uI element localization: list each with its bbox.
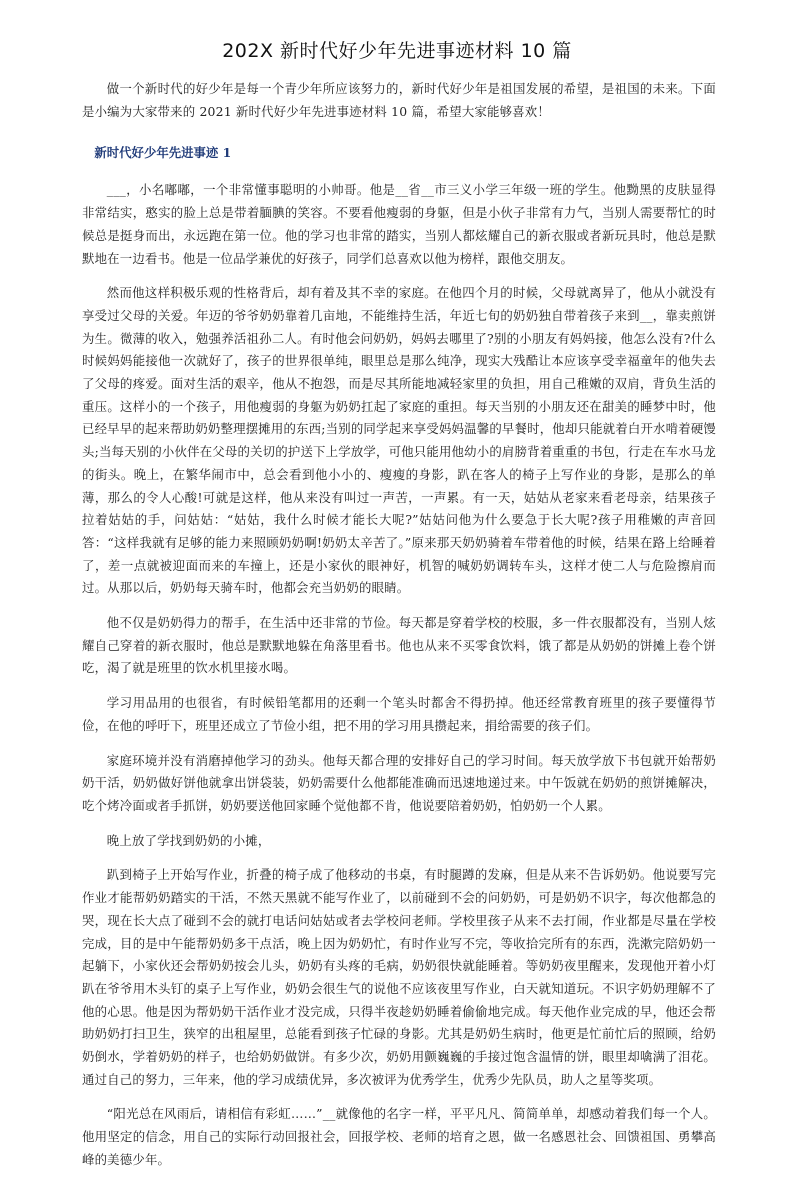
body-paragraph: 趴到椅子上开始写作业，折叠的椅子成了他移动的书桌，有时腿蹲的发麻，但是从来不告诉奶奶。他说要写完作业才能帮奶奶踏实的干活，不然天黑就不能写作业了，以前碰到不会的问奶奶，可是奶奶不识字，每次他都急的哭，现在长大点了碰到不会的就打电话问姑姑或者去学校问老师。学校里孩子从来不去打闹，作业都是尽量在学校完成，目的是中午能帮奶奶多干点活，晚上因为奶奶忙，有时作业写不完，等收拾完所有的东西，洗漱完陪奶奶一起躺下，小家伙还会帮奶奶按会儿头，奶奶有头疼的毛病，奶奶很快就能睡着。等奶奶夜里醒来，发现他开着小灯趴在爷爷用木头钉的桌子上写作业，奶奶会很生气的说他不应该夜里写作业，白天就知道玩。不识字奶奶理解不了他的心思。他是因为帮奶奶干活作业才没完成，只得半夜趁奶奶睡着偷偷地完成。每天他作业完成的早，他还会帮助奶奶打扫卫生，狭窄的出租屋里，总能看到孩子忙碌的身影。尤其是奶奶生病时，他更是忙前忙后的照顾，给奶奶倒水，学着奶奶的样子，也给奶奶做饼。有多少次，奶奶用颤巍巍的手接过饱含温情的饼，眼里却噙满了泪花。通过自己的努力，三年来，他的学习成绩优异，多次被评为优秀学生，优秀少先队员，助人之星等奖项。 [82,867,716,1087]
document-body [82,78,716,1184]
intro-paragraph: 做一个新时代的好少年是每一个青少年所应该努力的，新时代好少年是祖国发展的希望，是祖国的未来。下面是小编为大家带来的 2021 新时代好少年先进事迹材料 10 篇，希望大家能够喜欢！ [82,81,716,119]
body-paragraph: 他不仅是奶奶得力的帮手，在生活中还非常的节俭。每天都是穿着学校的校服，多一件衣服都没有，当别人炫耀自己穿着的新衣服时，他总是默默地躲在角落里看书。他也从来不买零食饮料，饿了都是从奶奶的饼摊上卷个饼吃，渴了就是班里的饮水机里接水喝。 [82,615,716,676]
body-paragraph: ___，小名嘟嘟，一个非常懂事聪明的小帅哥。他是__省__市三义小学三年级一班的学生。他黝黑的皮肤显得非常结实，憨实的脸上总是带着腼腆的笑容。不要看他瘦弱的身躯，但是小伙子非常有力气，当别人需要帮忙的时候总是挺身而出，永远跑在第一位。他的学习也非常的踏实，当别人都炫耀自己的新衣服或者新玩具时，他总是默默地在一边看书。他是一位品学兼优的好孩子，同学们总喜欢以他为榜样，跟他交朋友。 [82,182,716,266]
body-paragraph: 晚上放了学找到奶奶的小摊， [106,832,271,848]
body-paragraph: 学习用品用的也很省，有时候铅笔都用的还剩一个笔头时都舍不得扔掉。他还经常教育班里的孩子要懂得节俭，在他的呼吁下，班里还成立了节俭小组，把不用的学习用具攒起来，捐给需要的孩子们。 [82,695,716,733]
body-paragraph: “阳光总在风雨后，请相信有彩虹……”__就像他的名字一样，平平凡凡、简简单单，却感动着我们每一个人。他用坚定的信念，用自己的实际行动回报社会，回报学校、老师的培育之恩，做一名感恩社会、回馈祖国、勇攀高峰的美德少年。 [82,1106,716,1167]
document-title: 202X 新时代好少年先进事迹材料 10 篇 [222,40,572,62]
body-paragraph: 然而他这样积极乐观的性格背后，却有着及其不幸的家庭。在他四个月的时候，父母就离异了，他从小就没有享受过父母的关爱。年迈的爷爷奶奶靠着几亩地，不能维持生活，年近七旬的奶奶独自带着孩子来到__，靠卖煎饼为生。微薄的收入，勉强养活祖孙二人。有时他会问奶奶，妈妈去哪里了?别的小朋友有妈妈接，他怎么没有?什么时候妈妈能接他一次就好了，孩子的世界很单纯，眼里总是那么纯净，现实大残酷让本应该享受幸福童年的他失去了父母的疼爱。面对生活的艰辛，他从不抱怨，而是尽其所能地减轻家里的负担，用自己稚嫩的双肩，背负生活的重压。这样小的一个孩子，用他瘦弱的身躯为奶奶扛起了家庭的重担。每天当别的小朋友还在甜美的睡梦中时，他已经早早的起来帮助奶奶整理摆摊用的东西;当别的同学起来享受妈妈温馨的早餐时，他却只能就着白开水啃着硬馒头;当每天别的小伙伴在父母的关切的护送下上学放学，可他只能用他幼小的肩膀背着重重的书包，行走在车水马龙的街头。晚上，在繁华闹市中，总会看到他小小的、瘦瘦的身影，趴在客人的椅子上写作业的身影，是那么的单薄，那么的令人心酸!可就是这样，他从来没有叫过一声苦，一声累。有一天，姑姑从老家来看老母亲，结果孩子拉着姑姑的手，问姑姑：“姑姑，我什么时候才能长大呢?”姑姑问他为什么要急于长大呢?孩子用稚嫩的声音回答：“这样我就有足够的能力来照顾奶奶啊!奶奶太辛苦了。”原来那天奶奶骑着车带着他的时候，结果在路上给睡着了，差一点就被迎面而来的车撞上，还是小家伙的眼神好，机智的喊奶奶调转车头，这样才使二人与危险擦肩而过。从那以后，奶奶每天骑车时，他都会充当奶奶的眼睛。 [82,285,716,596]
section-heading: 新时代好少年先进事迹 1 [94,145,232,161]
body-paragraph: 家庭环境并没有消磨掉他学习的劲头。他每天都合理的安排好自己的学习时间。每天放学放下书包就开始帮奶奶干活，奶奶做好饼他就拿出饼袋装，奶奶需要什么他都能准确而迅速地递过来。中午饭就在奶奶的煎饼摊解决，吃个烤冷面或者手抓饼，奶奶要送他回家睡个觉他都不肯，他说要陪着奶奶，怕奶奶一个人累。 [82,752,716,813]
